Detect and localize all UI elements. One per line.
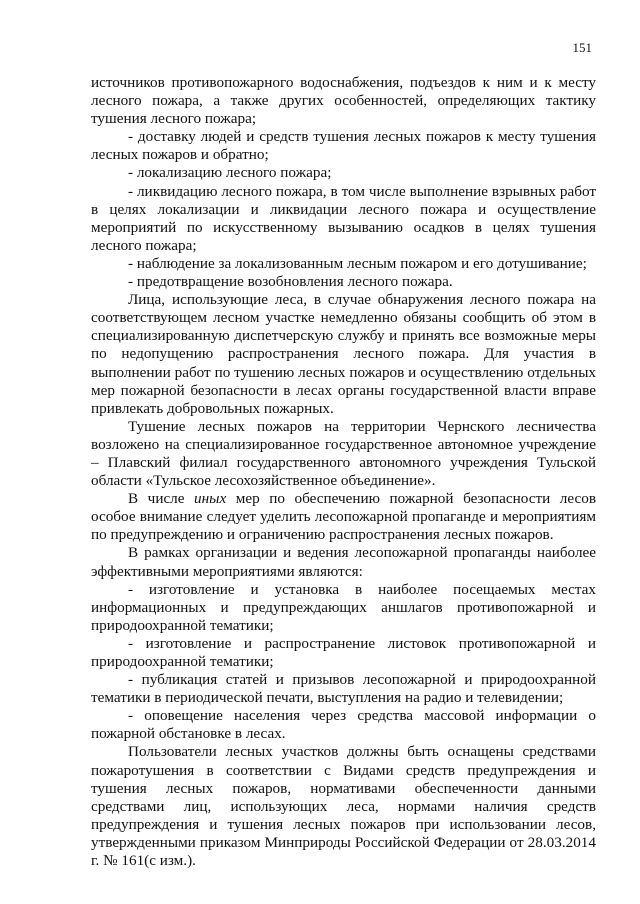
- list-item-delivery: - доставку людей и средств тушения лесных пожаров к месту тушения лесных пожаров и обратно;: [91, 128, 596, 164]
- list-item-publications: - публикация статей и призывов лесопожарной и природоохранной тематики в периодической печати, выступления на радио и телевидении;: [91, 671, 596, 707]
- paragraph-propaganda-intro: В рамках организации и ведения лесопожарной пропаганды наиболее эффективными мероприятиями являются:: [91, 544, 596, 580]
- list-item-leaflets: - изготовление и распространение листовок противопожарной и природоохранной тематики;: [91, 634, 596, 670]
- paragraph-fire-sources: источников противопожарного водоснабжения, подъездов к ним и к месту лесного пожара, а также других особенностей, определяющих тактику тушения лесного пожара;: [91, 74, 596, 128]
- paragraph-forest-users: Лица, использующие леса, в случае обнаружения лесного пожара на соответствующем лесном участке немедленно обязаны сообщить об этом в специализированную диспетчерскую службу и принять все возможные меры по недопущению распространения лесного пожара. Для участия в выполнении работ по тушению лесных пожаров и осуществлению отдельных мер пожарной безопасности в лесах органы государственной власти вправе привлекать добровольных пожарных.: [91, 291, 596, 417]
- list-item-notification: - оповещение населения через средства массовой информации о пожарной обстановке в лесах.: [91, 707, 596, 743]
- italic-text: иных: [194, 490, 227, 508]
- list-item-signage: - изготовление и установка в наиболее посещаемых местах информационных и предупреждающих аншлагов противопожарной и природоохранной тематики;: [91, 580, 596, 634]
- list-item-localization: - локализацию лесного пожара;: [128, 164, 332, 182]
- page-number: 151: [572, 40, 592, 55]
- document-body: [91, 74, 596, 870]
- text-segment: В числе: [128, 490, 195, 508]
- list-item-observation: - наблюдение за локализованным лесным пожаром и его дотушивание;: [128, 254, 587, 272]
- list-item-prevention: - предотвращение возобновления лесного пожара.: [128, 273, 453, 291]
- list-item-liquidation: - ликвидацию лесного пожара, в том числе выполнение взрывных работ в целях локализации и ликвидации лесного пожара и осуществление мероприятий по искусственному вызыванию осадков в целях тушения лесного пожара;: [91, 182, 596, 254]
- paragraph-chern-forestry: Тушение лесных пожаров на территории Чернского лесничества возложено на специализированное государственное автономное учреждение – Плавский филиал государственного автономного учреждения Тульской области «Тульское лесохозяйственное объединение».: [91, 417, 596, 490]
- text-segment: мер по обеспечению пожарной безопасности лесов особое внимание следует уделить лесопожарной пропаганде и мероприятиям по предупреждению и ограничению распространения лесных пожаров.: [91, 490, 596, 544]
- paragraph-other-measures: [91, 490, 596, 544]
- paragraph-equipment: Пользователи лесных участков должны быть оснащены средствами пожаротушения в соответствии с Видами средств предупреждения и тушения лесных пожаров, нормативами обеспеченности данными средствами лиц, использующих леса, нормами наличия средств предупреждения и тушения лесных пожаров при использовании лесов, утвержденными приказом Минприроды Российской Федерации от 28.03.2014 г. № 161(с изм.).: [91, 743, 596, 870]
